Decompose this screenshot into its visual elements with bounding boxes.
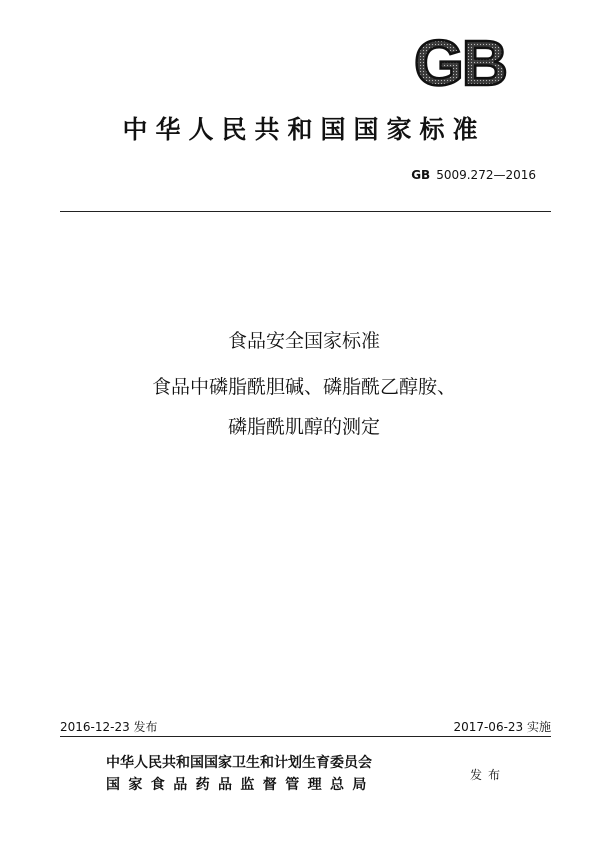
standard-number <box>411 168 536 182</box>
gb-logo <box>398 28 522 94</box>
header-divider <box>60 211 551 212</box>
document-category: 食品安全国家标准 <box>227 330 380 352</box>
document-title-line2: 磷脂酰肌醇的测定 <box>227 416 380 438</box>
standard-code: 5009.272—2016 <box>436 168 536 182</box>
standard-prefix: GB <box>411 168 431 182</box>
issue-date: 2016-12-23 发布 <box>60 720 158 734</box>
publish-label: 发布 <box>470 768 507 782</box>
issuer-nhfpc: 中华人民共和国国家卫生和计划生育委员会 <box>106 755 372 771</box>
effective-date: 2017-06-23 实施 <box>453 720 551 734</box>
svg-text:GB: GB <box>414 28 506 94</box>
issuer-cfda: 国家食品药品监督管理总局 <box>106 777 375 793</box>
document-title-line1: 食品中磷脂酰胆碱、磷脂酰乙醇胺、 <box>151 376 456 398</box>
national-standard-title: 中华人民共和国国家标准 <box>122 115 486 144</box>
footer-divider <box>60 736 551 737</box>
